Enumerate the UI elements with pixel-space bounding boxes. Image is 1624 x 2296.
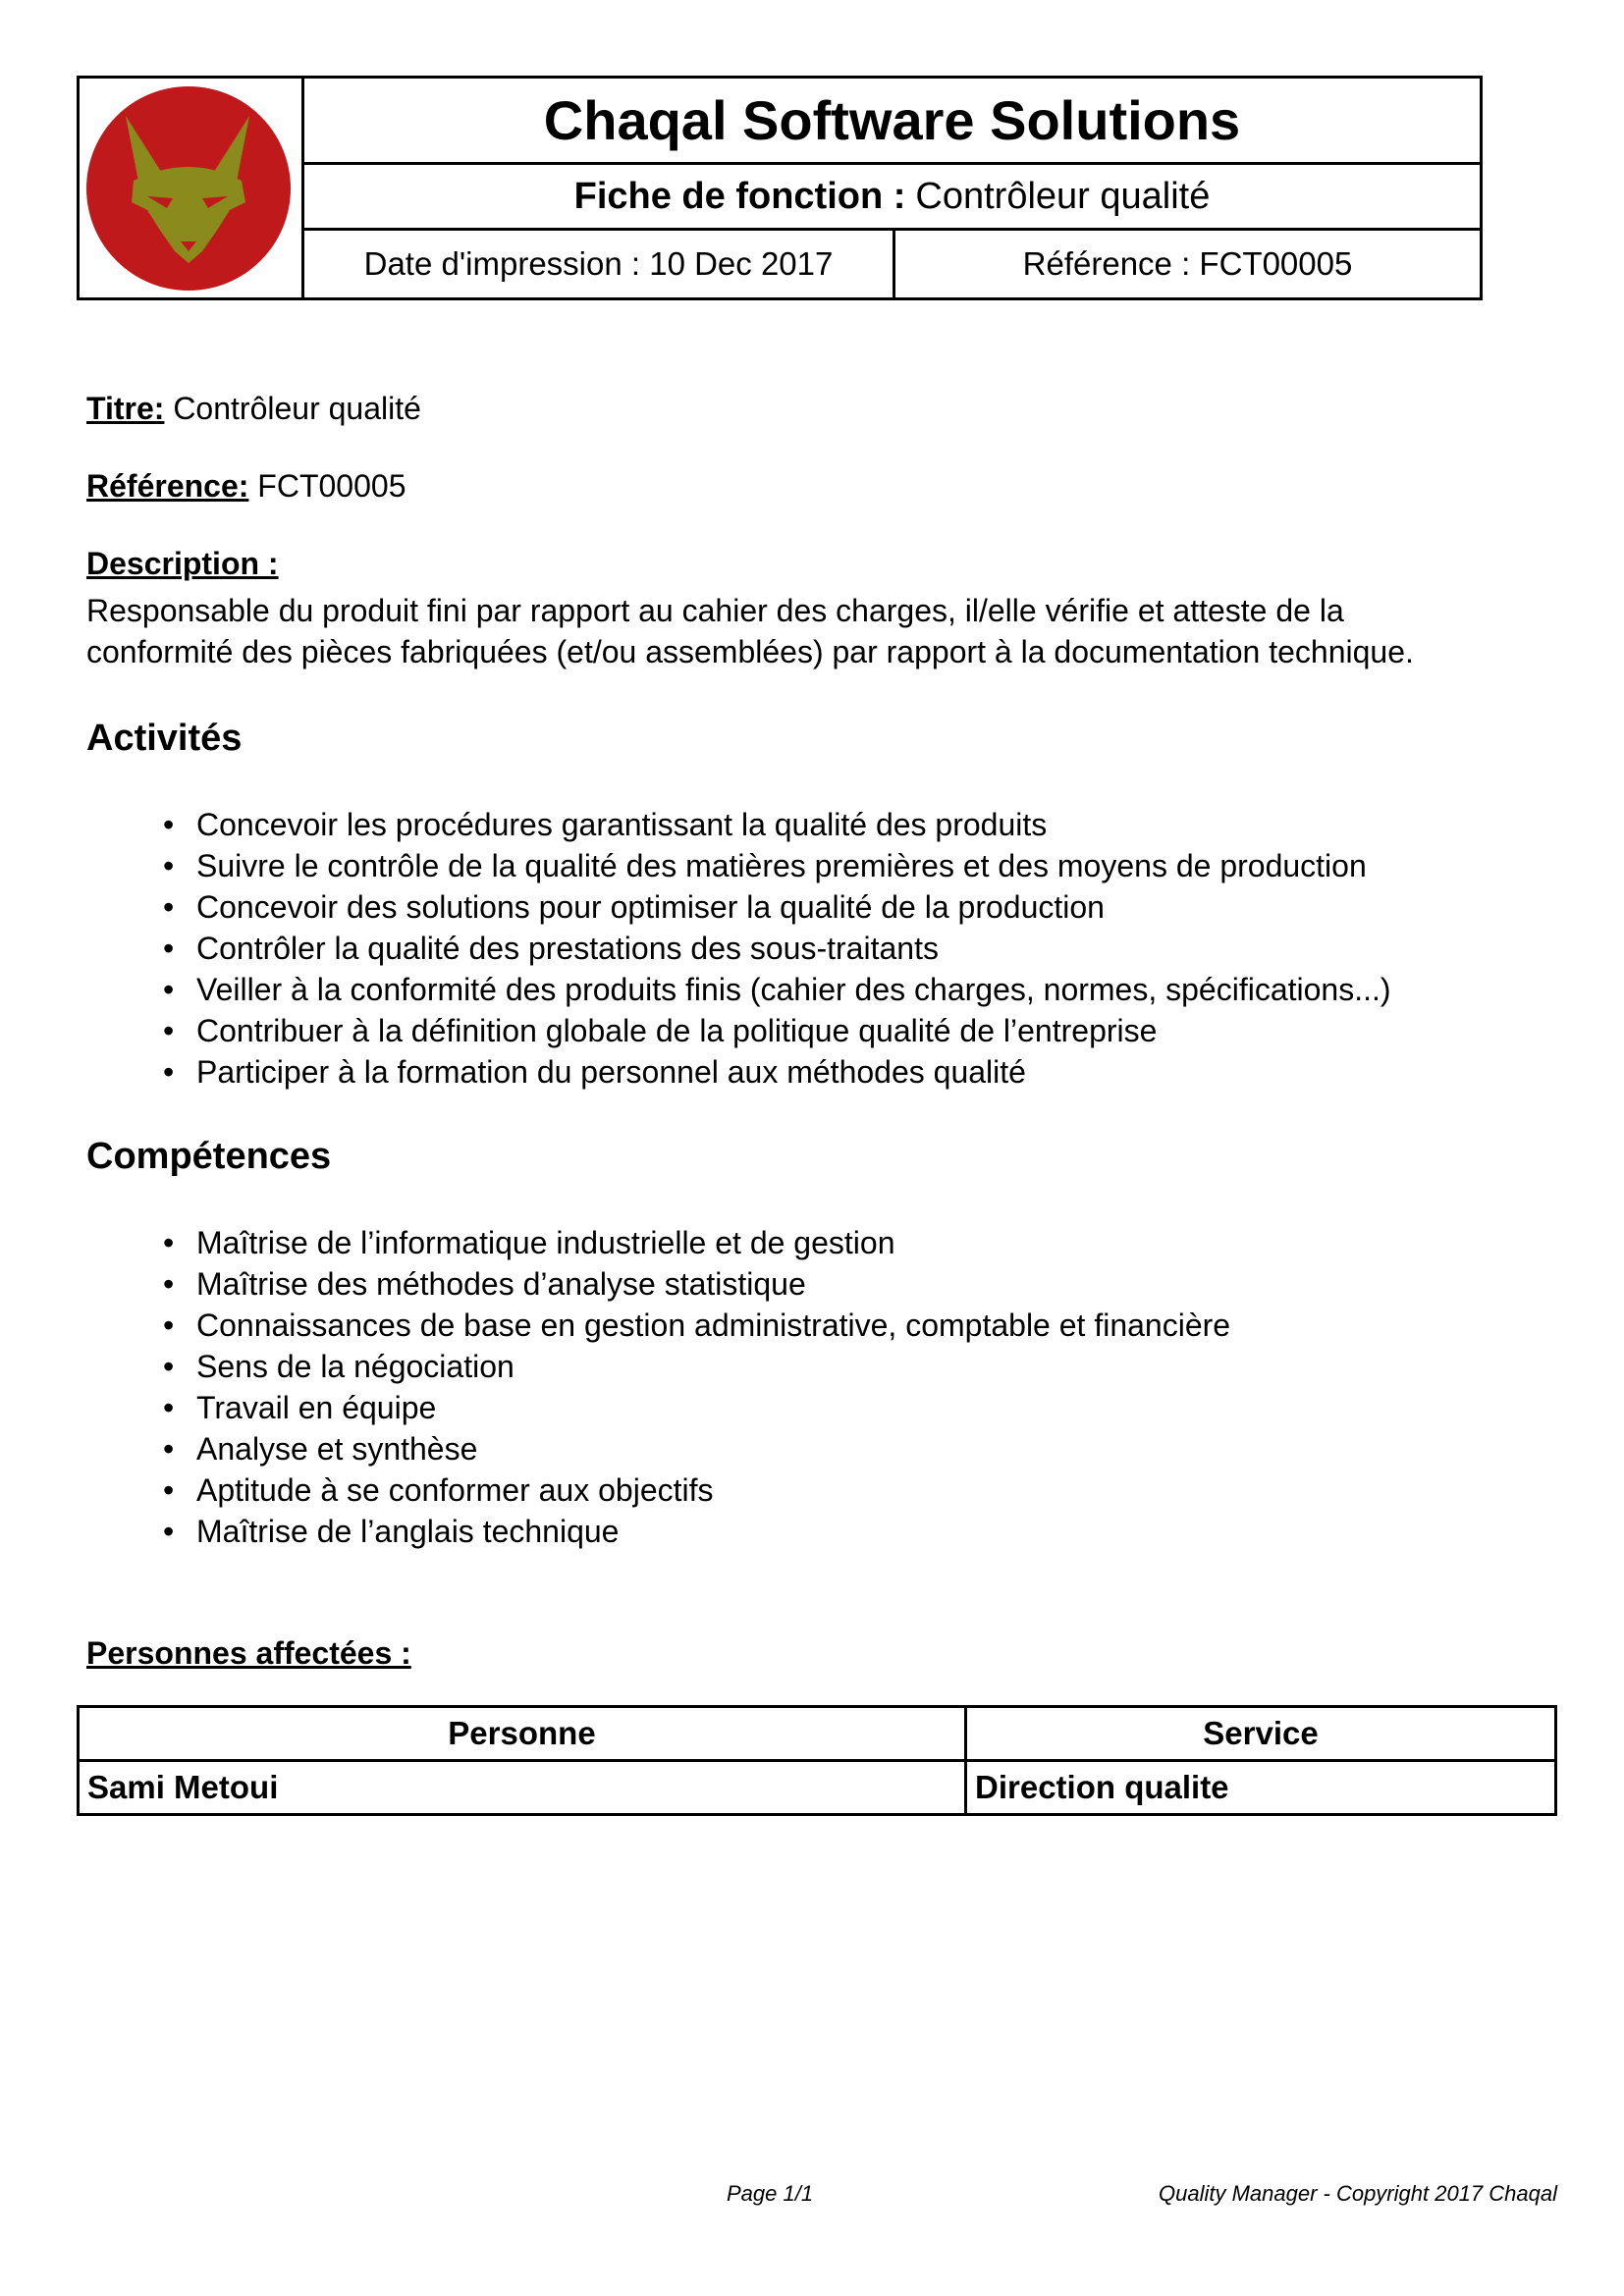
reference-cell <box>895 231 1480 297</box>
fox-head-logo-icon <box>82 84 295 293</box>
copyright-notice: Quality Manager - Copyright 2017 Chaqal <box>1158 2181 1557 2206</box>
titre-value: Contrôleur qualité <box>173 391 421 426</box>
competence-item: • Analyse et synthèse <box>86 1428 1230 1469</box>
print-date-label: Date d'impression : <box>363 245 641 282</box>
column-header-service: Service <box>966 1707 1556 1761</box>
column-header-personne: Personne <box>79 1707 966 1761</box>
company-name: Chaqal Software Solutions <box>304 79 1480 165</box>
reference-field <box>86 468 406 505</box>
cell-service: Direction qualite <box>966 1761 1556 1815</box>
description-label: Description : <box>86 546 279 581</box>
competences-title: Compétences <box>86 1136 332 1177</box>
activite-item: • Suivre le contrôle de la qualité des matières premières et des moyens de production <box>86 845 1391 886</box>
titre-field <box>86 391 421 427</box>
activite-item: • Concevoir des solutions pour optimiser la qualité de la production <box>86 886 1391 928</box>
activite-item: • Contribuer à la définition globale de la politique qualité de l’entreprise <box>86 1010 1391 1051</box>
reference-label: Référence: <box>86 468 249 504</box>
activite-item: • Participer à la formation du personnel aux méthodes qualité <box>86 1051 1391 1093</box>
print-date-value: 10 Dec 2017 <box>649 245 834 282</box>
competence-item: • Connaissances de base en gestion administrative, comptable et financière <box>86 1305 1230 1346</box>
competence-item: • Sens de la négociation <box>86 1346 1230 1387</box>
description-text <box>86 590 1500 672</box>
titre-label: Titre: <box>86 391 165 426</box>
cell-personne: Sami Metoui <box>79 1761 966 1815</box>
header-reference-label: Référence : <box>1022 245 1191 282</box>
print-date-cell <box>304 231 895 297</box>
fiche-value: Contrôleur qualité <box>915 175 1211 217</box>
competence-item: • Aptitude à se conformer aux objectifs <box>86 1469 1230 1511</box>
personnes-table <box>77 1705 1557 1816</box>
activites-list <box>86 804 1391 1093</box>
page-number: Page 1/1 <box>727 2181 814 2206</box>
reference-value: FCT00005 <box>257 468 406 504</box>
activites-title: Activités <box>86 718 243 759</box>
description-line: Responsable du produit fini par rapport au cahier des charges, il/elle vérifie et atteste de la <box>86 593 1344 628</box>
competence-item: • Travail en équipe <box>86 1387 1230 1428</box>
activite-item: • Concevoir les procédures garantissant la qualité des produits <box>86 804 1391 845</box>
personnes-label: Personnes affectées : <box>86 1635 411 1671</box>
description-line: conformité des pièces fabriquées (et/ou assemblées) par rapport à la documentation technique. <box>86 634 1414 669</box>
activite-item: • Veiller à la conformité des produits finis (cahier des charges, normes, spécifications...) <box>86 969 1391 1010</box>
competences-list <box>86 1222 1230 1552</box>
competence-item: • Maîtrise de l’informatique industrielle et de gestion <box>86 1222 1230 1263</box>
competence-item: • Maîtrise des méthodes d’analyse statistique <box>86 1263 1230 1305</box>
competence-item: • Maîtrise de l’anglais technique <box>86 1511 1230 1552</box>
fiche-de-fonction <box>304 165 1480 231</box>
header-reference-value: FCT00005 <box>1199 245 1353 282</box>
table-row <box>79 1761 1556 1815</box>
logo-cell <box>80 79 304 297</box>
activite-item: • Contrôler la qualité des prestations des sous-traitants <box>86 928 1391 969</box>
fiche-label: Fiche de fonction : <box>573 175 906 217</box>
document-header <box>77 76 1483 300</box>
table-header-row <box>79 1707 1556 1761</box>
